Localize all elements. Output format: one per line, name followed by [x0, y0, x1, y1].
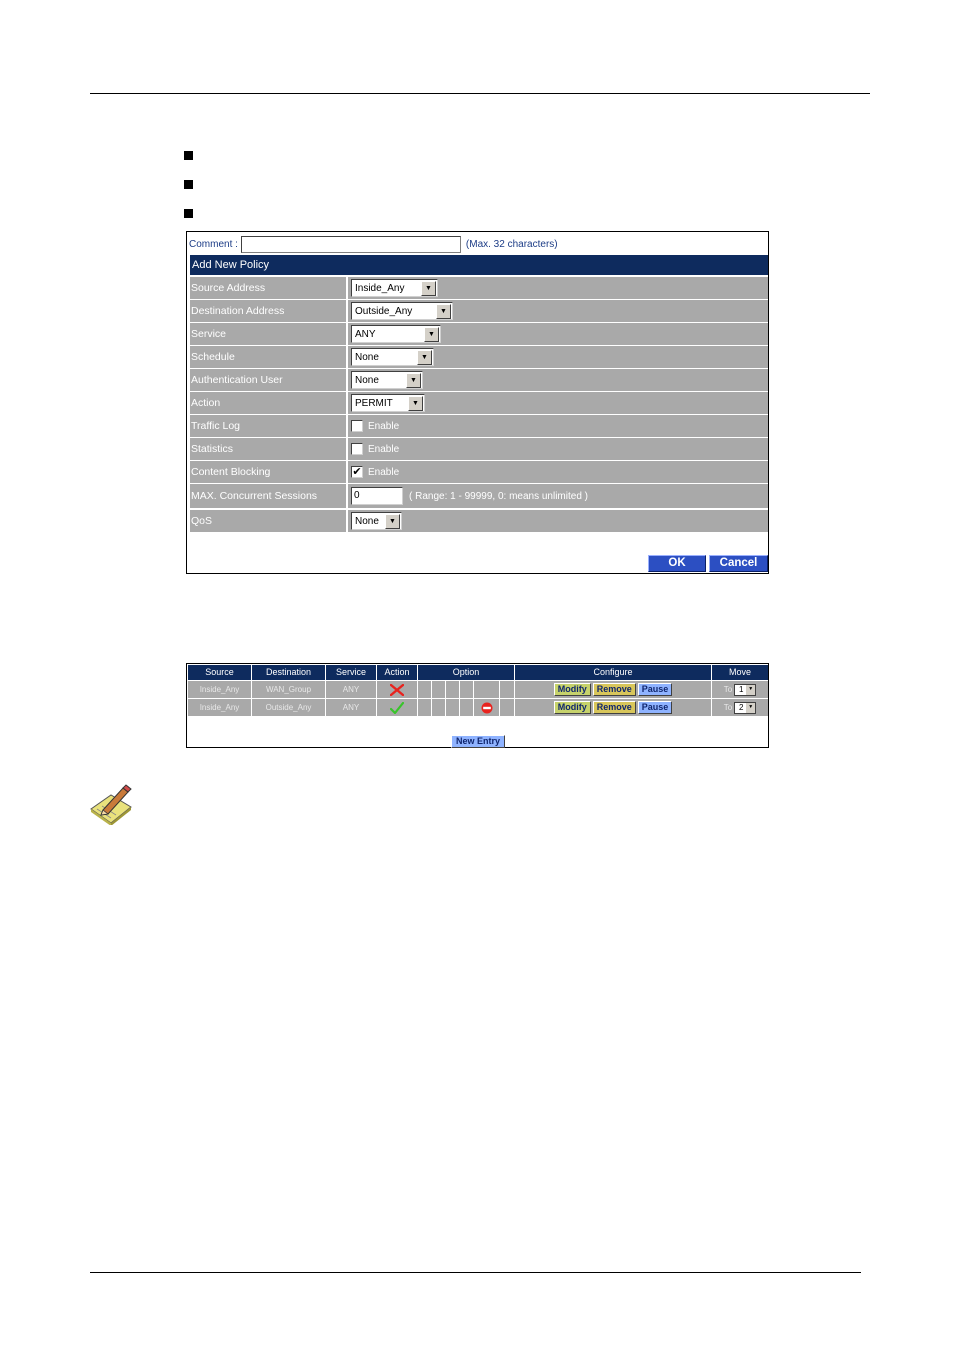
max-sessions-hint: ( Range: 1 - 99999, 0: means unlimited ) [409, 490, 588, 502]
option-cell [418, 681, 432, 698]
destination-address-value: Outside_Any [355, 305, 413, 317]
form-footer [190, 534, 768, 572]
source-address-value: Inside_Any [355, 282, 405, 294]
comment-hint: (Max. 32 characters) [465, 238, 558, 250]
max-sessions-input[interactable]: 0 [351, 487, 403, 505]
chevron-down-icon: ▼ [746, 685, 755, 695]
row-source: Inside_Any [188, 699, 252, 716]
chevron-down-icon: ▼ [408, 396, 423, 411]
content-blocking-icon [481, 702, 493, 714]
statistics-checkbox[interactable] [351, 443, 363, 455]
row-configure [515, 699, 712, 716]
source-address-label: Source Address [190, 277, 348, 299]
row-service: ANY [326, 681, 377, 698]
schedule-select[interactable] [351, 348, 434, 366]
schedule-row [190, 346, 768, 368]
comment-input[interactable] [241, 236, 461, 253]
qos-label: QoS [190, 510, 348, 532]
authentication-user-label: Authentication User [190, 369, 348, 391]
chevron-down-icon: ▼ [421, 281, 436, 296]
action-select[interactable] [351, 394, 425, 412]
content-blocking-checkbox[interactable] [351, 466, 363, 478]
source-address-select[interactable] [351, 279, 438, 297]
option-cell [432, 681, 446, 698]
option-cell [446, 699, 460, 716]
action-value: PERMIT [355, 397, 393, 409]
ok-button[interactable]: OK [648, 555, 706, 572]
form-title: Add New Policy [190, 255, 768, 275]
max-sessions-row [190, 484, 768, 508]
new-entry-button[interactable]: New Entry [451, 735, 505, 748]
header-option: Option [418, 665, 515, 680]
move-select[interactable] [734, 684, 756, 696]
modify-button[interactable]: Modify [554, 701, 591, 714]
modify-button[interactable]: Modify [554, 683, 591, 696]
chevron-down-icon: ▼ [385, 514, 400, 529]
authentication-user-select[interactable] [351, 371, 423, 389]
qos-value: None [355, 515, 379, 527]
row-options [418, 681, 515, 698]
move-value: 1 [738, 685, 744, 694]
policy-list-panel [186, 663, 769, 748]
chevron-down-icon: ▼ [424, 327, 439, 342]
bullet-marker [184, 180, 193, 189]
table-row [188, 699, 768, 716]
service-value: ANY [355, 328, 376, 340]
bullet-marker [184, 209, 193, 218]
table-row [188, 681, 768, 698]
cancel-button[interactable]: Cancel [709, 555, 768, 572]
service-row [190, 323, 768, 345]
authentication-user-row [190, 369, 768, 391]
authentication-user-value: None [355, 374, 379, 386]
add-policy-panel [186, 231, 769, 574]
action-label: Action [190, 392, 348, 414]
header-source: Source [188, 665, 252, 680]
row-options [418, 699, 515, 716]
comment-row [189, 235, 558, 253]
deny-icon [377, 681, 418, 698]
option-cell [460, 699, 474, 716]
checkmark-icon: ✔ [352, 465, 362, 478]
chevron-down-icon: ▼ [406, 373, 421, 388]
row-move [712, 681, 768, 698]
row-move [712, 699, 768, 716]
content-blocking-option: Enable [368, 466, 400, 478]
statistics-option: Enable [368, 443, 400, 455]
comment-label: Comment : [189, 238, 238, 250]
chevron-down-icon: ▼ [417, 350, 432, 365]
green-check-icon [390, 702, 404, 714]
option-cell [500, 699, 514, 716]
qos-row [190, 510, 768, 532]
traffic-log-option: Enable [368, 420, 400, 432]
option-cell [474, 681, 500, 698]
option-cell [500, 681, 514, 698]
policy-table-header [188, 665, 768, 680]
service-label: Service [190, 323, 348, 345]
header-configure: Configure [515, 665, 712, 680]
move-value: 2 [738, 703, 744, 712]
chevron-down-icon: ▼ [746, 703, 755, 713]
option-cell [474, 699, 500, 716]
destination-address-label: Destination Address [190, 300, 348, 322]
row-configure [515, 681, 712, 698]
content-blocking-row [190, 461, 768, 483]
move-prefix: To [723, 685, 733, 694]
permit-icon [377, 699, 418, 716]
option-cell [418, 699, 432, 716]
content-blocking-label: Content Blocking [190, 461, 348, 483]
traffic-log-label: Traffic Log [190, 415, 348, 437]
chevron-down-icon: ▼ [436, 304, 451, 319]
schedule-value: None [355, 351, 379, 363]
remove-button[interactable]: Remove [593, 701, 636, 714]
destination-address-row [190, 300, 768, 322]
header-destination: Destination [252, 665, 326, 680]
service-select[interactable] [351, 325, 441, 343]
option-cell [432, 699, 446, 716]
schedule-label: Schedule [190, 346, 348, 368]
bullet-marker [184, 151, 193, 160]
row-destination: Outside_Any [252, 699, 326, 716]
remove-button[interactable]: Remove [593, 683, 636, 696]
footer-rule [90, 1272, 861, 1273]
action-row [190, 392, 768, 414]
traffic-log-row [190, 415, 768, 437]
header-rule [90, 93, 870, 94]
red-x-icon [390, 684, 404, 696]
source-address-row [190, 277, 768, 299]
option-cell [460, 681, 474, 698]
pause-button[interactable]: Pause [638, 701, 673, 714]
pause-button[interactable]: Pause [638, 683, 673, 696]
qos-select[interactable] [351, 512, 402, 530]
traffic-log-checkbox[interactable] [351, 420, 363, 432]
option-cell [446, 681, 460, 698]
move-prefix: To [723, 703, 733, 712]
row-destination: WAN_Group [252, 681, 326, 698]
row-service: ANY [326, 699, 377, 716]
row-source: Inside_Any [188, 681, 252, 698]
header-move: Move [728, 667, 751, 677]
destination-address-select[interactable] [351, 302, 453, 320]
note-pencil-icon [89, 783, 133, 825]
header-action: Action [377, 665, 418, 680]
max-sessions-label: MAX. Concurrent Sessions [190, 484, 348, 508]
move-select[interactable] [734, 702, 756, 714]
statistics-row [190, 438, 768, 460]
statistics-label: Statistics [190, 438, 348, 460]
header-service: Service [326, 665, 377, 680]
